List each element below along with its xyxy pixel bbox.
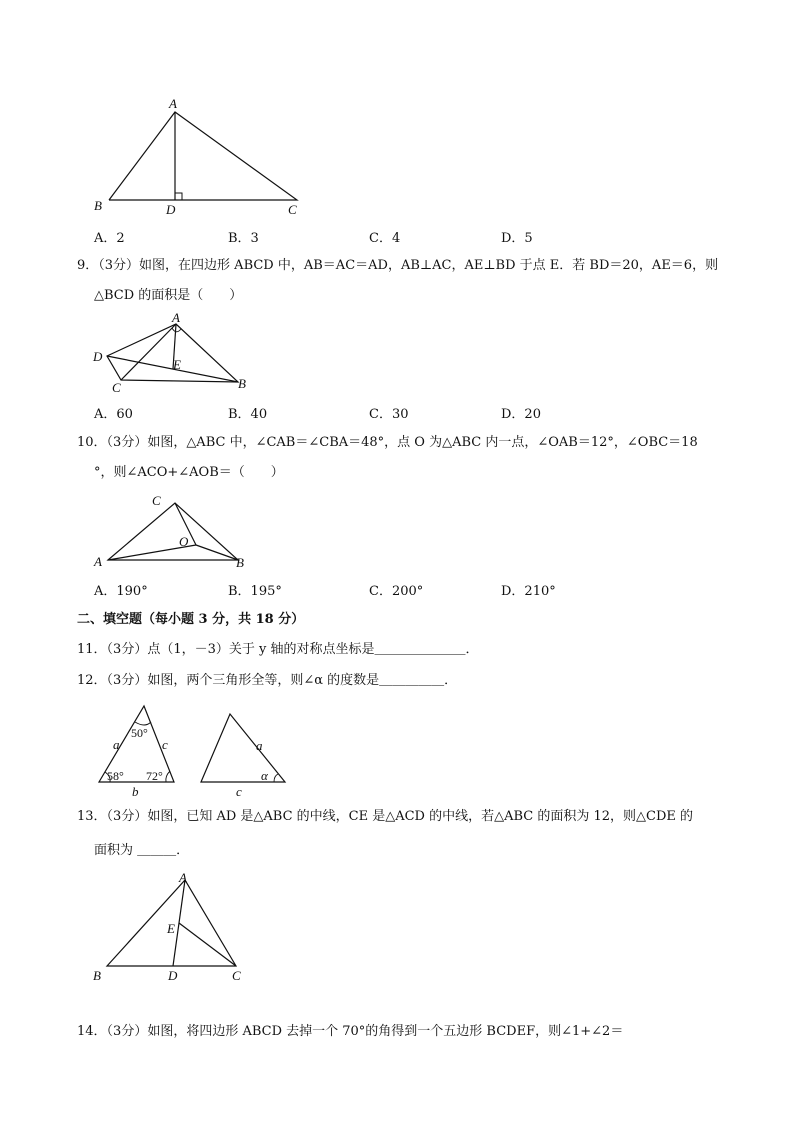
q10-label-B: B [236, 555, 244, 570]
q9-options [94, 403, 614, 421]
q8-label-A: A [169, 96, 177, 111]
q12-t1-side-b: b [132, 784, 139, 798]
q9-label-B: B [238, 376, 246, 391]
q13-label-B: B [93, 968, 101, 983]
q10-triangle-figure [88, 488, 263, 573]
q9-label-A: A [172, 310, 180, 325]
q9-option-a[interactable]: A．60 [94, 407, 133, 422]
q12-t1-side-a: a [113, 737, 120, 752]
q10-options [94, 580, 614, 598]
q10-option-b[interactable]: B．195° [228, 584, 282, 599]
q11-question: 11．（3分）点（1，－3）关于 y 轴的对称点坐标是＿＿＿＿＿＿＿． [77, 642, 479, 657]
q12-alpha-label: α [261, 768, 268, 783]
q9-label-E: E [173, 357, 181, 372]
q10-option-c[interactable]: C．200° [369, 584, 424, 599]
q12-t2-side-a: a [256, 738, 263, 753]
q12-t1-side-c: c [162, 737, 168, 752]
q8-option-a[interactable]: A．2 [94, 231, 125, 246]
q8-label-C: C [288, 202, 297, 217]
q12-question-line1: 12．（3分）如图，两个三角形全等，则∠α 的度数是＿＿＿＿＿． [77, 673, 458, 688]
q12-angle-left: 58° [107, 769, 124, 783]
q9-option-d[interactable]: D．20 [501, 407, 541, 422]
q10-label-A: A [94, 554, 102, 569]
q8-label-D: D [166, 202, 176, 217]
q8-option-c[interactable]: C．4 [369, 231, 401, 246]
q13-label-E: E [167, 921, 175, 936]
q12-angle-right: 72° [146, 769, 163, 783]
q8-option-d[interactable]: D．5 [501, 231, 533, 246]
q14-question-line1: 14．（3分）如图，将四边形 ABCD 去掉一个 70°的角得到一个五边形 BCDEF，则∠1+∠2＝ [77, 1024, 624, 1039]
q10-question-line1: 10．（3分）如图，△ABC 中，∠CAB＝∠CBA＝48°，点 O 为△ABC 内一点，∠OAB＝12°，∠OBC＝18 [77, 435, 698, 450]
section-fill-in-title: 二、填空题（每小题 3 分，共 18 分） [77, 612, 305, 627]
q9-question-line2: △BCD 的面积是（ ） [94, 288, 243, 303]
q9-label-D: D [93, 349, 103, 364]
q12-t2-side-c: c [236, 784, 242, 798]
q10-option-d[interactable]: D．210° [501, 584, 556, 599]
q13-label-D: D [168, 968, 178, 983]
q12-congruent-triangles-figure [92, 700, 292, 798]
q13-triangle-figure [88, 866, 268, 986]
q8-options [94, 227, 614, 245]
q10-label-O: O [179, 534, 189, 549]
q9-question-line1: 9．（3分）如图，在四边形 ABCD 中，AB＝AC＝AD，AB⊥AC，AE⊥BD 于点 E．若 BD＝20，AE＝6，则 [77, 258, 719, 273]
q9-option-c[interactable]: C．30 [369, 407, 409, 422]
q9-label-C: C [112, 380, 121, 395]
q13-label-C: C [232, 968, 241, 983]
q13-question-line2: 面积为 ＿＿＿． [94, 843, 190, 858]
q9-quadrilateral-figure [88, 310, 263, 398]
q13-question-line1: 13．（3分）如图，已知 AD 是△ABC 的中线，CE 是△ACD 的中线，若△ABC 的面积为 12，则△CDE 的 [77, 809, 694, 824]
q12-angle-top: 50° [131, 726, 148, 740]
q8-label-B: B [94, 198, 102, 213]
q13-label-A: A [179, 870, 187, 885]
q8-triangle-figure [90, 92, 310, 222]
q10-label-C: C [152, 493, 161, 508]
q8-option-b[interactable]: B．3 [228, 231, 259, 246]
q9-option-b[interactable]: B．40 [228, 407, 268, 422]
q10-question-line2: °，则∠ACO+∠AOB＝（ ） [94, 465, 284, 480]
q10-option-a[interactable]: A．190° [94, 584, 148, 599]
